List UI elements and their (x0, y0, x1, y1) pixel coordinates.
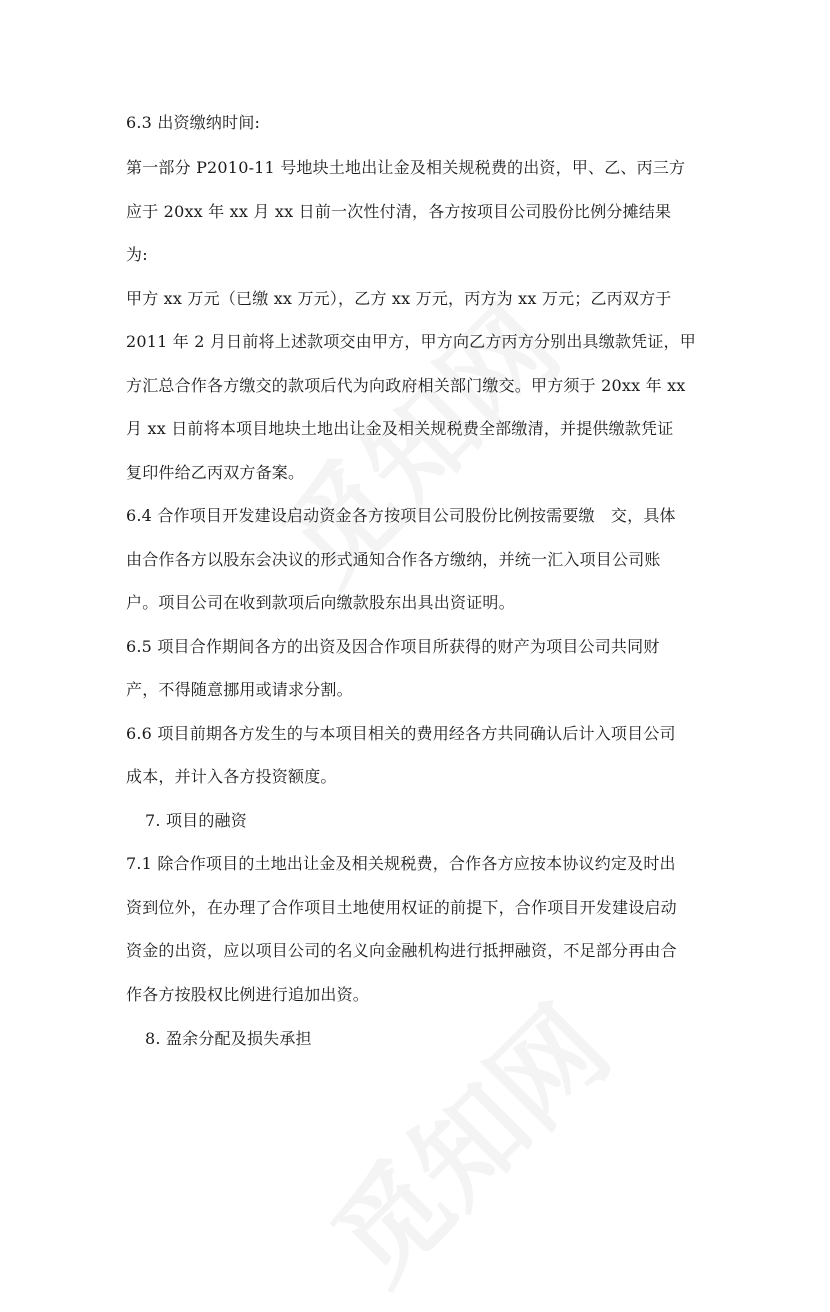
paragraph-line: 作各方按股权比例进行追加出资。 (126, 985, 370, 1004)
section-heading: 8. 盈余分配及损失承担 (145, 1029, 312, 1048)
watermark (292, 966, 637, 1311)
paragraph-line: 第一部分 P2010-11 号地块土地出让金及相关规税费的出资，甲、乙、丙三方 (126, 158, 686, 177)
paragraph-line: 6.4 合作项目开发建设启动资金各方按项目公司股份比例按需要缴 交，具体 (126, 506, 676, 525)
paragraph-line: 6.3 出资缴纳时间: (126, 113, 261, 132)
paragraph-line: 月 xx 日前将本项目地块土地出让金及相关规税费全部缴清，并提供缴款凭证 (126, 419, 674, 438)
paragraph-line: 2011 年 2 月日前将上述款项交由甲方，甲方向乙方丙方分别出具缴款凭证，甲 (126, 332, 696, 351)
paragraph-line: 户。项目公司在收到款项后向缴款股东出具出资证明。 (126, 593, 515, 612)
paragraph-line: 复印件给乙丙双方备案。 (126, 463, 305, 482)
paragraph-line: 7.1 除合作项目的土地出让金及相关规税费，合作各方应按本协议约定及时出 (126, 854, 676, 873)
paragraph-line: 资到位外，在办理了合作项目土地使用权证的前提下，合作项目开发建设启动 (126, 898, 677, 917)
paragraph-line: 由合作各方以股东会决议的形式通知合作各方缴纳，并统一汇入项目公司账 (126, 550, 661, 569)
paragraph-line: 6.6 项目前期各方发生的与本项目相关的费用经各方共同确认后计入项目公司 (126, 724, 676, 743)
paragraph-line: 6.5 项目合作期间各方的出资及因合作项目所获得的财产为项目公司共同财 (126, 637, 660, 656)
section-heading: 7. 项目的融资 (145, 811, 247, 830)
paragraph-line: 甲方 xx 万元（已缴 xx 万元），乙方 xx 万元，丙方为 xx 万元；乙丙双方于 (126, 289, 672, 308)
paragraph-line: 成本，并计入各方投资额度。 (126, 767, 337, 786)
paragraph-line: 应于 20xx 年 xx 月 xx 日前一次性付清，各方按项目公司股份比例分摊结果 (126, 202, 672, 221)
paragraph-line: 产，不得随意挪用或请求分割。 (126, 680, 353, 699)
paragraph-line: 资金的出资，应以项目公司的名义向金融机构进行抵押融资，不足部分再由合 (126, 941, 677, 960)
paragraph-line: 方汇总合作各方缴交的款项后代为向政府相关部门缴交。甲方须于 20xx 年 xx (126, 376, 686, 395)
paragraph-line: 为: (126, 245, 148, 264)
